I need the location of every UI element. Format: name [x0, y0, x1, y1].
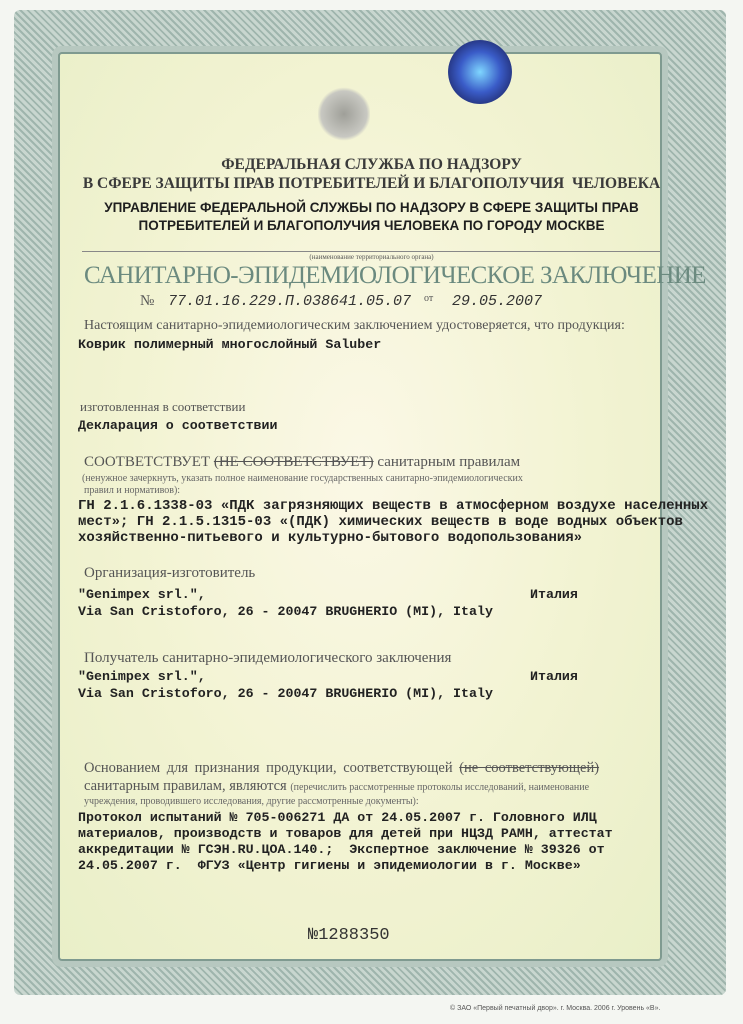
from-label: от [424, 293, 434, 304]
recipient-address: Via San Cristoforo, 26 - 20047 BRUGHERIO (MI), Italy [78, 686, 493, 701]
office-line-1: УПРАВЛЕНИЕ ФЕДЕРАЛЬНОЙ СЛУЖБЫ ПО НАДЗОРУ В СФЕРЕ ЗАЩИТЫ ПРАВ [104, 200, 639, 215]
norm-line: хозяйственно-питьевого и культурно-бытового водопользования» [78, 530, 583, 546]
basis-line: Протокол испытаний № 705-006271 ДА от 24.05.2007 г. Головного ИЛЦ [78, 810, 597, 825]
agency-line-1: ФЕДЕРАЛЬНАЯ СЛУЖБА ПО НАДЗОРУ [221, 156, 522, 173]
product-label: Настоящим санитарно-эпидемиологическим заключением удостоверяется, что продукция: [84, 318, 625, 333]
basis-line: аккредитации № ГСЭН.RU.ЦОА.140.; Экспертное заключение № 39326 от [78, 842, 605, 857]
certificate-date: 29.05.2007 [452, 293, 543, 310]
manufacturer-country: Италия [530, 587, 578, 602]
manufacturer-address: Via San Cristoforo, 26 - 20047 BRUGHERIO (MI), Italy [78, 604, 493, 619]
serial-number: №1288350 [308, 926, 390, 945]
coat-of-arms-icon [318, 86, 370, 142]
conforms-label: СООТВЕТСТВУЕТ [84, 454, 211, 470]
basis-note-2: учреждения, проводившего исследования, другие рассмотренные документы): [84, 796, 419, 807]
basis-line: материалов, производств и товаров для детей при НЦЗД РАМН, аттестат [78, 826, 613, 841]
agency-line-2: В СФЕРЕ ЗАЩИТЫ ПРАВ ПОТРЕБИТЕЛЕЙ И БЛАГОПОЛУЧИЯ ЧЕЛОВЕКА [82, 175, 661, 192]
norm-line: мест»; ГН 2.1.5.1315-03 «(ПДК) химических веществ в воде водных объектов [78, 514, 683, 530]
basis-note-1: (перечислить рассмотренные протоколы исследований, наименование [290, 782, 590, 793]
conforms-rest: санитарным правилам [373, 454, 521, 470]
made-per-label: изготовленная в соответствии [80, 399, 246, 414]
basis-struck: (не соответствующей) [459, 760, 600, 776]
conformity-note-1: (ненужное зачеркнуть, указать полное наименование государственных санитарно-эпидемиологических [82, 473, 523, 484]
certificate-number: 77.01.16.229.П.038641.05.07 [168, 293, 412, 310]
hologram-icon [448, 40, 512, 104]
recipient-label: Получатель санитарно-эпидемиологического заключения [84, 650, 452, 666]
basis-label-1: Основанием для признания продукции, соответствующей [84, 760, 460, 776]
product-value: Коврик полимерный многослойный Saluber [78, 337, 382, 352]
basis-label-2: санитарным правилам, являются [84, 778, 291, 794]
manufacturer-label: Организация-изготовитель [84, 565, 256, 581]
printer-footer: © ЗАО «Первый печатный двор». г. Москва. 2006 г. Уровень «В». [450, 1005, 661, 1012]
document-title: САНИТАРНО-ЭПИДЕМИОЛОГИЧЕСКОЕ ЗАКЛЮЧЕНИЕ [84, 262, 706, 289]
manufacturer-name: "Genimpex srl.", [78, 587, 206, 602]
number-label: № [140, 293, 155, 309]
divider [82, 251, 660, 252]
recipient-name: "Genimpex srl.", [78, 669, 206, 684]
office-line-2: ПОТРЕБИТЕЛЕЙ И БЛАГОПОЛУЧИЯ ЧЕЛОВЕКА ПО ГОРОДУ МОСКВЕ [138, 218, 605, 233]
basis-line: 24.05.2007 г. ФГУЗ «Центр гигиены и эпидемиологии в г. Москве» [78, 858, 581, 873]
made-per-value: Декларация о соответствии [78, 418, 278, 433]
norm-line: ГН 2.1.6.1338-03 «ПДК загрязняющих веществ в атмосферном воздухе населенных [78, 498, 709, 514]
not-conforms-struck: (НЕ СООТВЕТСТВУЕТ) [213, 454, 374, 470]
conformity-note-2: правил и нормативов): [84, 485, 181, 496]
office-caption: (наименование территориального органа) [309, 253, 434, 261]
recipient-country: Италия [530, 669, 578, 684]
